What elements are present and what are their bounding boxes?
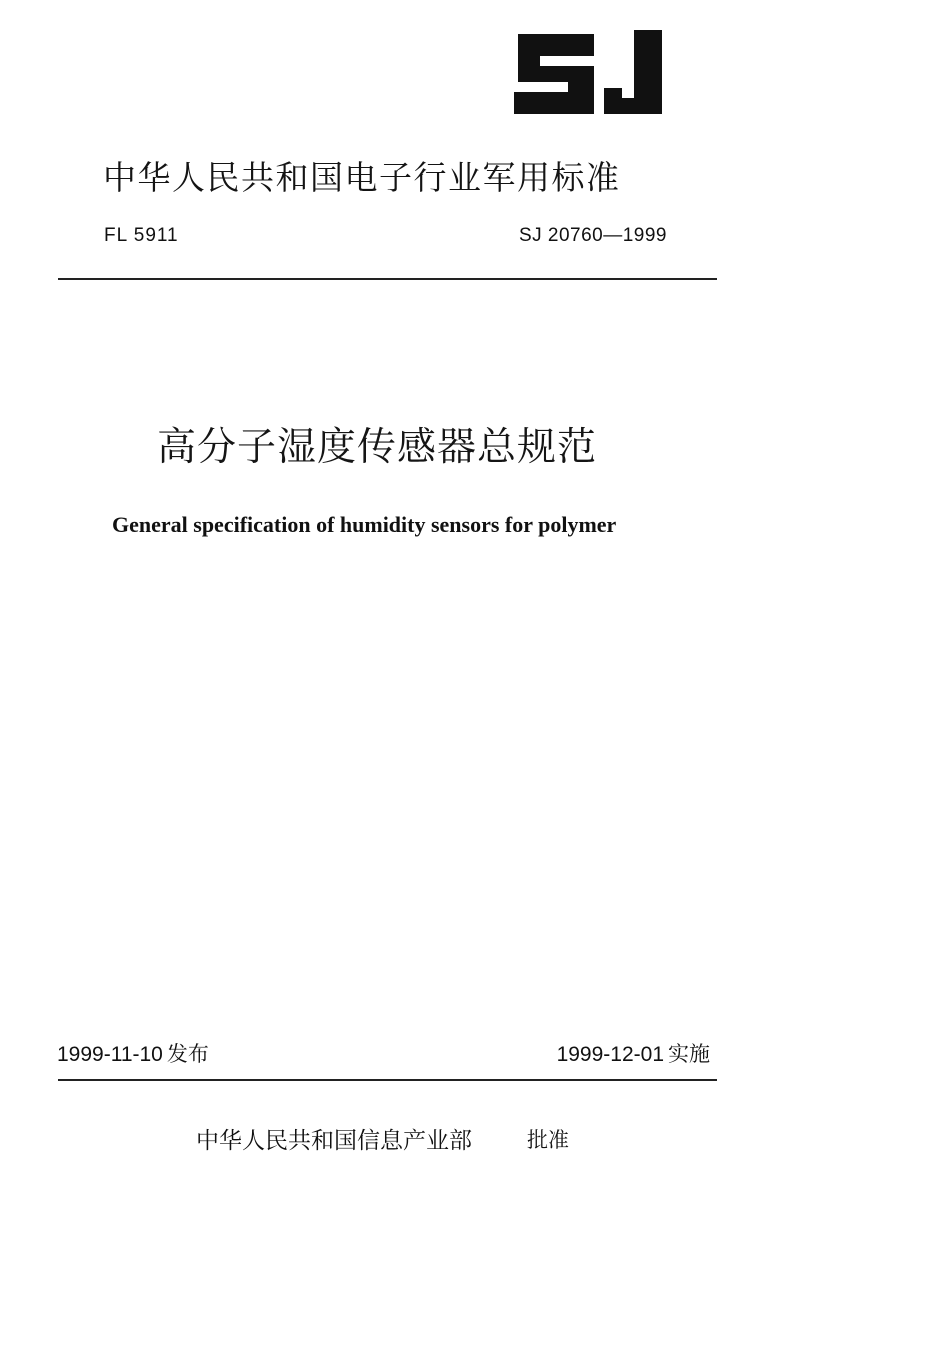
footer-divider [58, 1079, 717, 1081]
effective-label: 实施 [668, 1042, 710, 1066]
header-divider [58, 278, 717, 280]
approval-label: 批准 [527, 1128, 569, 1152]
effective-date-line [557, 1038, 710, 1068]
sj-logo-letter-j [604, 30, 662, 114]
issue-date: 1999-11-10 [57, 1043, 163, 1066]
standard-number: SJ 20760—1999 [518, 225, 667, 246]
sj-logo-mark [510, 28, 666, 120]
sj-logo-letter-s [514, 34, 594, 114]
standard-type-title: 中华人民共和国电子行业军用标准 [103, 158, 621, 197]
document-title-chinese: 高分子湿度传感器总规范 [157, 425, 598, 470]
issuing-authority: 中华人民共和国信息产业部 [196, 1128, 472, 1154]
issue-date-line [57, 1038, 209, 1068]
sj-logo [510, 28, 666, 120]
classification-code: FL 5911 [104, 225, 179, 246]
document-title-english: General specification of humidity sensors for polymer [112, 512, 617, 537]
issue-label: 发布 [166, 1042, 209, 1066]
effective-date: 1999-12-01 [556, 1043, 664, 1066]
